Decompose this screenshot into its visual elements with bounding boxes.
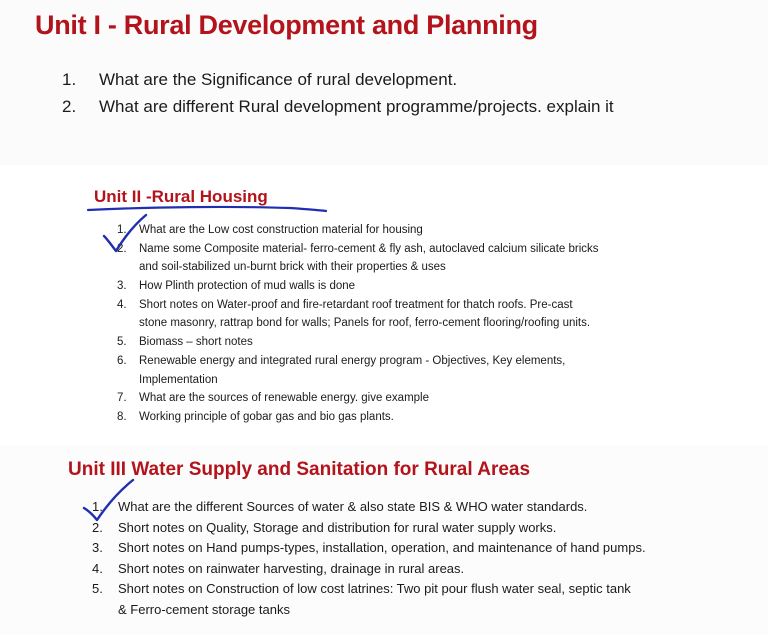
list-item bbox=[92, 499, 732, 520]
question-text: What are the Low cost construction material for housing bbox=[139, 224, 423, 236]
list-item bbox=[117, 355, 717, 374]
list-item bbox=[117, 336, 717, 355]
list-item bbox=[117, 299, 717, 318]
item-number: 3. bbox=[117, 280, 127, 293]
question-text: stone masonry, rattrap bond for walls; Panels for roof, ferro-cement flooring/roofing units. bbox=[139, 317, 591, 330]
item-number: 3. bbox=[92, 540, 103, 556]
question-text: Short notes on Hand pumps-types, installation, operation, and maintenance of hand pumps. bbox=[118, 540, 646, 556]
unit-1-question-list bbox=[62, 70, 752, 124]
unit-1-title: Unit I - Rural Development and Planning bbox=[35, 10, 538, 40]
unit-3-question-list bbox=[92, 499, 732, 623]
item-number: 2. bbox=[62, 97, 77, 116]
question-text: Working principle of gobar gas and bio gas plants. bbox=[139, 410, 394, 423]
list-item bbox=[117, 411, 717, 430]
item-number: 2. bbox=[92, 519, 103, 535]
question-text: Short notes on Quality, Storage and distribution for rural water supply works. bbox=[118, 519, 557, 535]
item-number: 1. bbox=[117, 224, 127, 236]
item-number: 6. bbox=[117, 354, 127, 367]
question-text: and soil-stabilized un-burnt brick with their properties & uses bbox=[139, 261, 446, 274]
item-number: 8. bbox=[117, 410, 127, 423]
question-text: Renewable energy and integrated rural energy program - Objectives, Key elements, bbox=[139, 354, 566, 367]
unit-3-title: Unit III Water Supply and Sanitation for Rural Areas bbox=[68, 459, 531, 480]
list-item bbox=[117, 392, 717, 411]
list-item-continuation bbox=[117, 374, 717, 393]
question-text: How Plinth protection of mud walls is done bbox=[139, 280, 356, 293]
list-item bbox=[117, 280, 717, 299]
question-text: What are the Significance of rural development. bbox=[99, 70, 458, 89]
list-item bbox=[92, 561, 732, 582]
question-text: What are the sources of renewable energy. give example bbox=[139, 392, 429, 405]
item-number: 4. bbox=[92, 560, 103, 576]
list-item-continuation bbox=[117, 261, 717, 280]
question-text: What are the different Sources of water & also state BIS & WHO water standards. bbox=[118, 499, 588, 514]
unit-2-question-list bbox=[117, 224, 717, 430]
list-item bbox=[62, 70, 752, 97]
question-text: & Ferro-cement storage tanks bbox=[118, 601, 290, 617]
question-text: What are different Rural development programme/projects. explain it bbox=[99, 97, 614, 116]
question-text: Short notes on Construction of low cost latrines: Two pit pour flush water seal, septic tank bbox=[118, 581, 631, 597]
list-item bbox=[92, 520, 732, 541]
list-item-continuation bbox=[117, 317, 717, 336]
item-number: 4. bbox=[117, 298, 127, 311]
item-number: 2. bbox=[117, 242, 127, 255]
list-item-continuation bbox=[92, 602, 732, 623]
question-text: Short notes on Water-proof and fire-retardant roof treatment for thatch roofs. Pre-cast bbox=[139, 298, 573, 311]
unit-2-title: Unit II -Rural Housing bbox=[94, 187, 268, 206]
question-text: Name some Composite material- ferro-cement & fly ash, autoclaved calcium silicate bricks bbox=[139, 242, 599, 255]
item-number: 1. bbox=[92, 499, 103, 514]
question-text: Biomass – short notes bbox=[139, 336, 253, 349]
question-text: Implementation bbox=[139, 373, 218, 386]
list-item bbox=[62, 97, 752, 124]
list-item bbox=[92, 540, 732, 561]
list-item bbox=[117, 224, 717, 243]
item-number: 5. bbox=[117, 336, 127, 349]
item-number: 1. bbox=[62, 70, 77, 89]
question-text: Short notes on rainwater harvesting, drainage in rural areas. bbox=[118, 560, 465, 576]
item-number: 5. bbox=[92, 581, 103, 597]
list-item bbox=[117, 243, 717, 262]
list-item bbox=[92, 581, 732, 602]
item-number: 7. bbox=[117, 392, 127, 405]
